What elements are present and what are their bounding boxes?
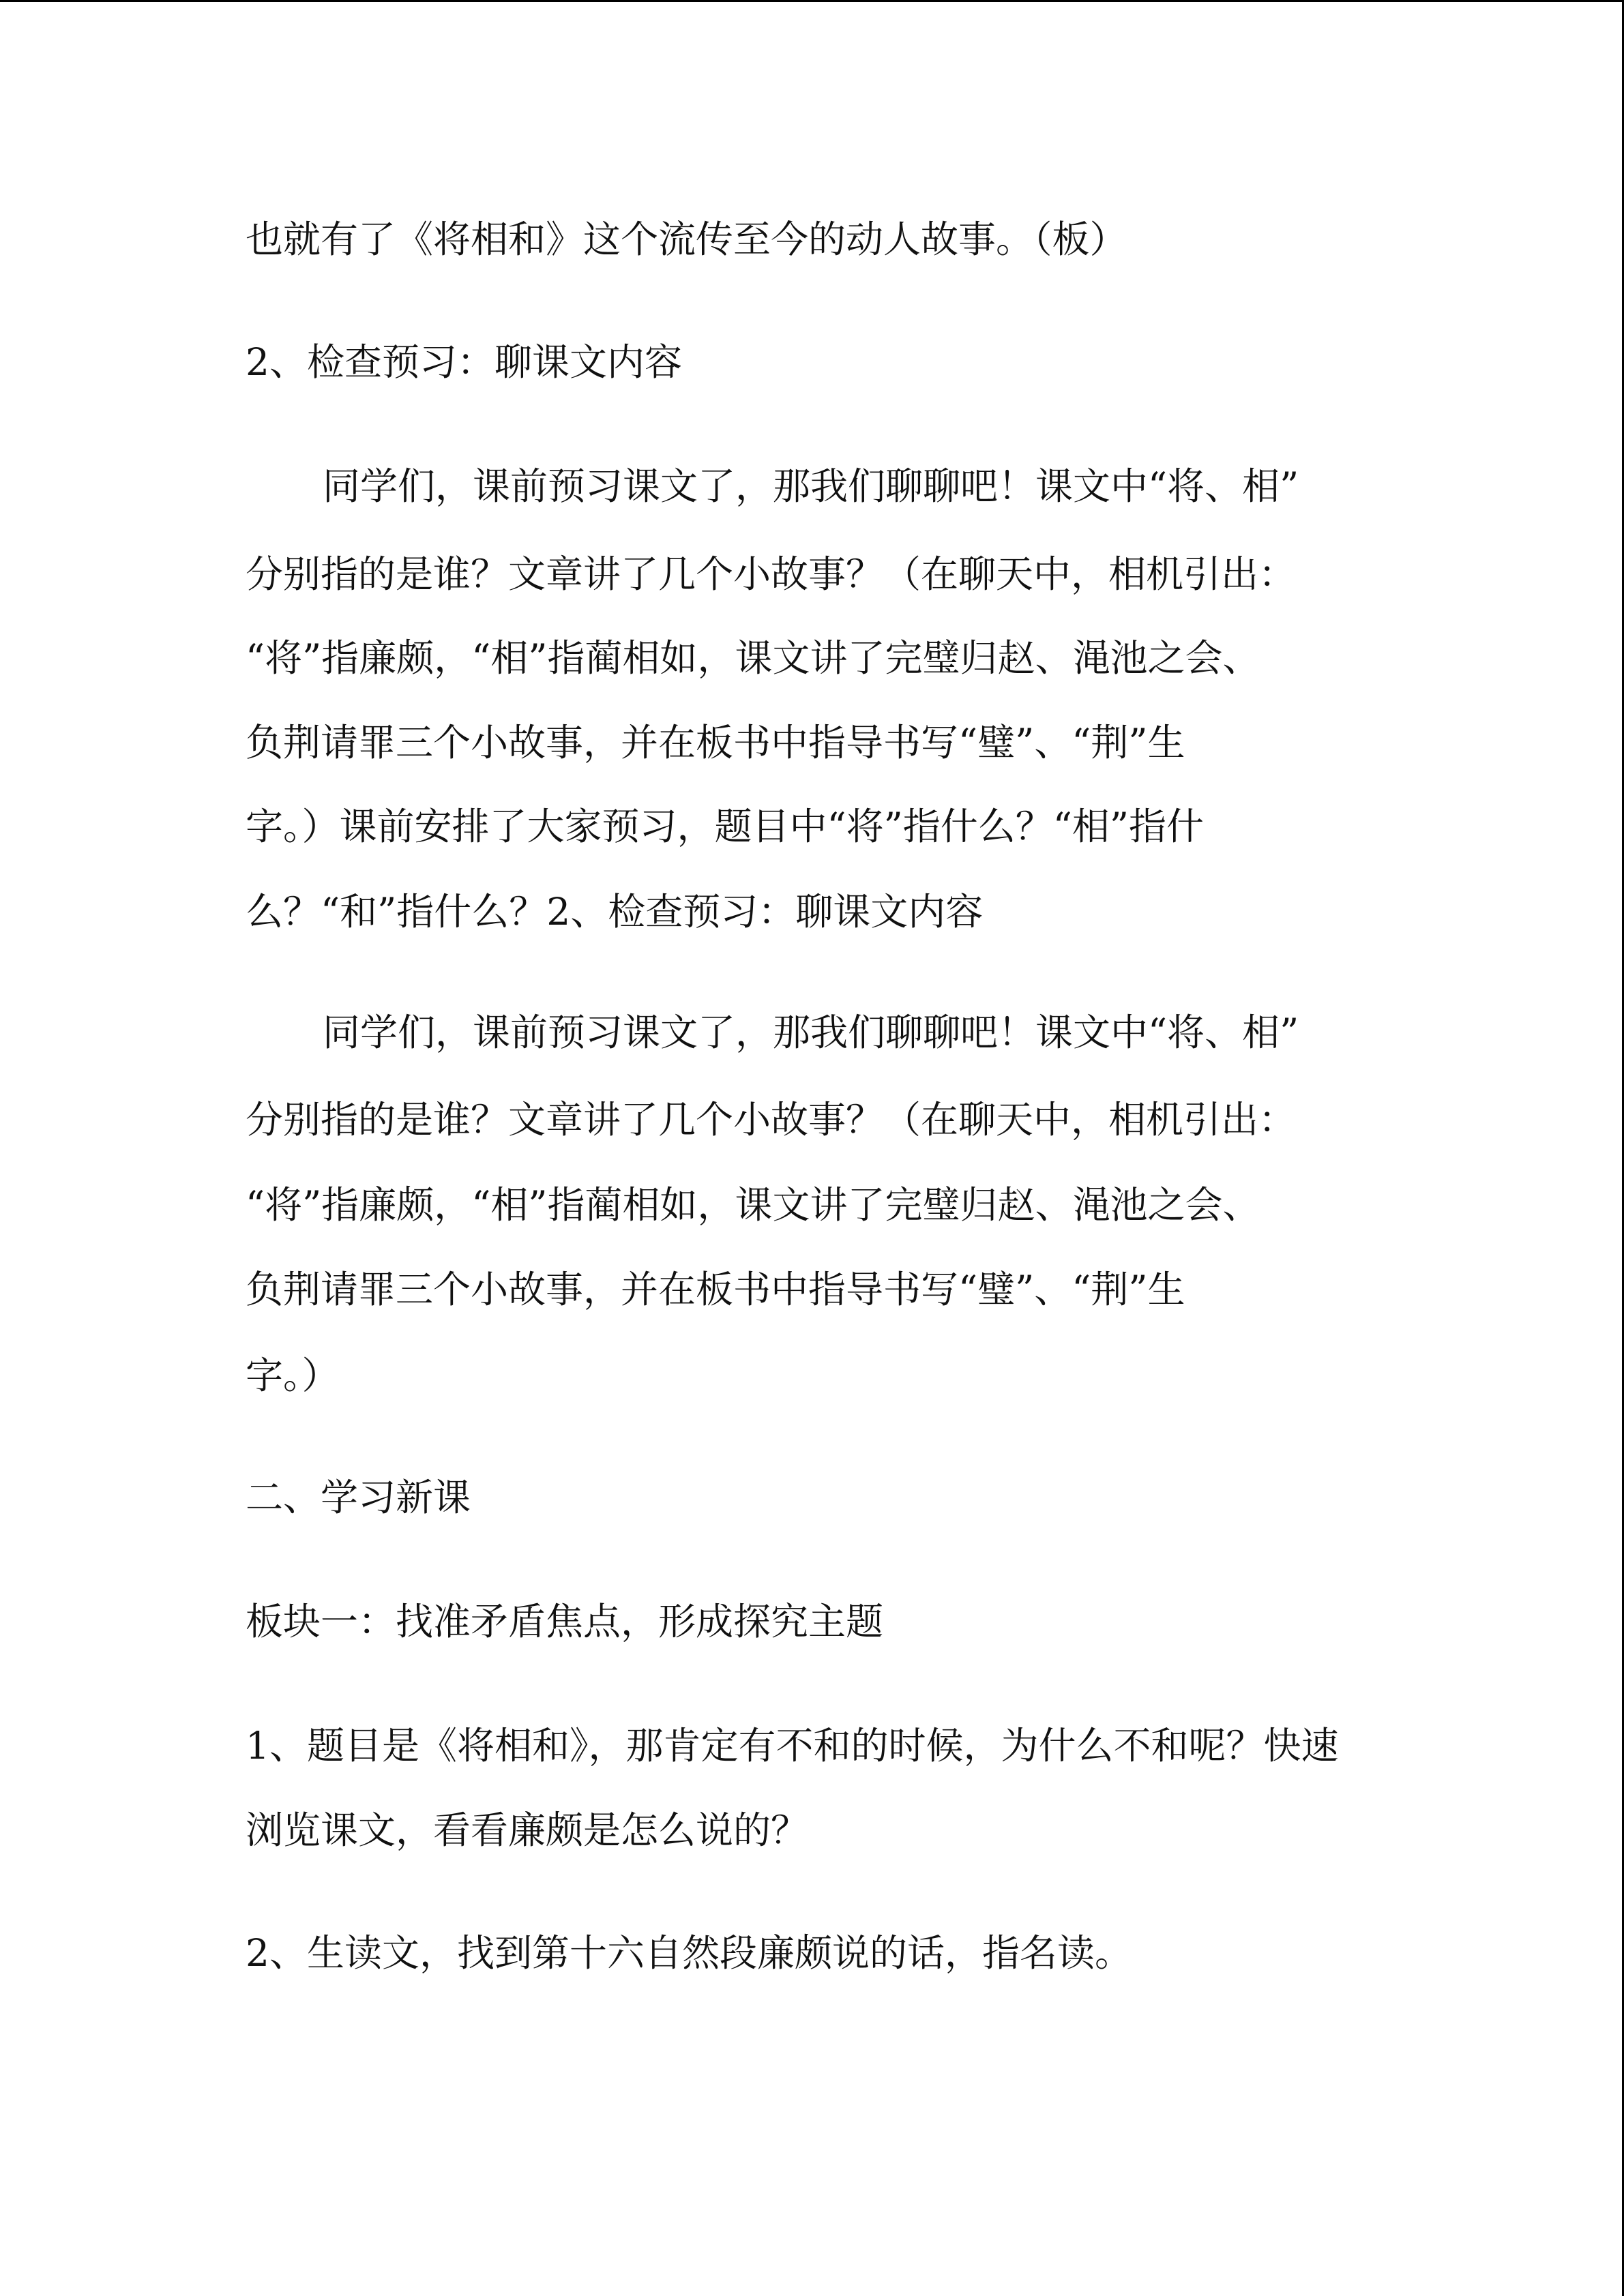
paragraph-line: “将”指廉颇，“相”指蔺相如，课文讲了完璧归赵、渑池之会、 xyxy=(246,636,1260,680)
paragraph-line: 么？“和”指什么？2、检查预习：聊课文内容 xyxy=(246,890,984,934)
paragraph-line: 浏览课文，看看廉颇是怎么说的？ xyxy=(246,1808,809,1852)
paragraph-line: 负荆请罪三个小故事，并在板书中指导书写“璧”、“荆”生 xyxy=(246,1268,1185,1311)
paragraph-line: 1、题目是《将相和》，那肯定有不和的时候，为什么不和呢？快速 xyxy=(246,1724,1339,1768)
section-heading: 板块一：找准矛盾焦点，形成探究主题 xyxy=(246,1600,884,1643)
paragraph-line: 字。） xyxy=(246,1354,340,1397)
section-heading: 2、检查预习：聊课文内容 xyxy=(246,340,682,384)
paragraph-line: 分别指的是谁？文章讲了几个小故事？（在聊天中，相机引出： xyxy=(246,552,1297,596)
paragraph-line: “将”指廉颇，“相”指蔺相如，课文讲了完璧归赵、渑池之会、 xyxy=(246,1183,1260,1227)
paragraph-line: 2、生读文，找到第十六自然段廉颇说的话，指名读。 xyxy=(246,1931,1132,1975)
paragraph-line: 同学们，课前预习课文了，那我们聊聊吧！课文中“将、相” xyxy=(323,1011,1299,1054)
paragraph-line: 分别指的是谁？文章讲了几个小故事？（在聊天中，相机引出： xyxy=(246,1098,1297,1142)
paragraph-line: 负荆请罪三个小故事，并在板书中指导书写“璧”、“荆”生 xyxy=(246,721,1185,764)
section-heading: 二、学习新课 xyxy=(246,1476,471,1519)
text-line: 也就有了《将相和》这个流传至今的动人故事。（板） xyxy=(246,218,1127,261)
paragraph-line: 字。）课前安排了大家预习，题目中“将”指什么？“相”指什 xyxy=(246,805,1204,848)
top-border xyxy=(0,0,1624,2)
paragraph-line: 同学们，课前预习课文了，那我们聊聊吧！课文中“将、相” xyxy=(323,464,1299,508)
